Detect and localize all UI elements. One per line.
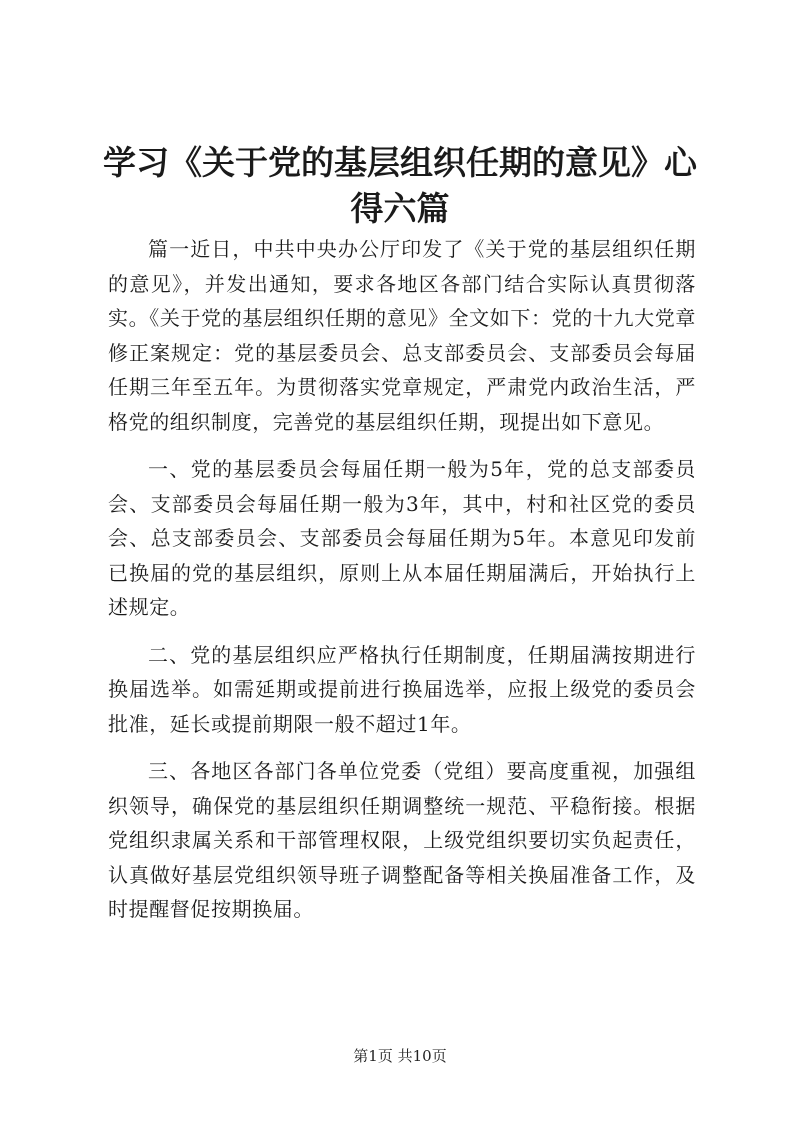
paragraph-item-1: 一、党的基层委员会每届任期一般为5年，党的总支部委员会、支部委员会每届任期一般为3年，其中，村和社区党的委员会、总支部委员会、支部委员会每届任期为5年。本意见印发前已换届的党的基层组织，原则上从本届任期届满后，开始执行上述规定。 bbox=[108, 457, 696, 619]
page-number: 第1页 共10页 bbox=[353, 1047, 447, 1065]
document-body bbox=[108, 232, 696, 940]
paragraph-item-2: 二、党的基层组织应严格执行任期制度，任期届满按期进行换届选举。如需延期或提前进行换届选举，应报上级党的委员会批准，延长或提前期限一般不超过1年。 bbox=[108, 642, 696, 736]
paragraph-intro: 篇一近日，中共中央办公厅印发了《关于党的基层组织任期的意见》，并发出通知，要求各地区各部门结合实际认真贯彻落实。《关于党的基层组织任期的意见》全文如下：党的十九大党章修正案规定：党的基层委员会、总支部委员会、支部委员会每届任期三年至五年。为贯彻落实党章规定，严肃党内政治生活，严格党的组织制度，完善党的基层组织任期，现提出如下意见。 bbox=[108, 237, 696, 434]
document-title: 学习《关于党的基层组织任期的意见》心得六篇 bbox=[103, 143, 697, 228]
paragraph-item-3: 三、各地区各部门各单位党委（党组）要高度重视，加强组织领导，确保党的基层组织任期调整统一规范、平稳衔接。根据党组织隶属关系和干部管理权限，上级党组织要切实负起责任，认真做好基层党组织领导班子调整配备等相关换届准备工作，及时提醒督促按期换届。 bbox=[108, 759, 696, 921]
